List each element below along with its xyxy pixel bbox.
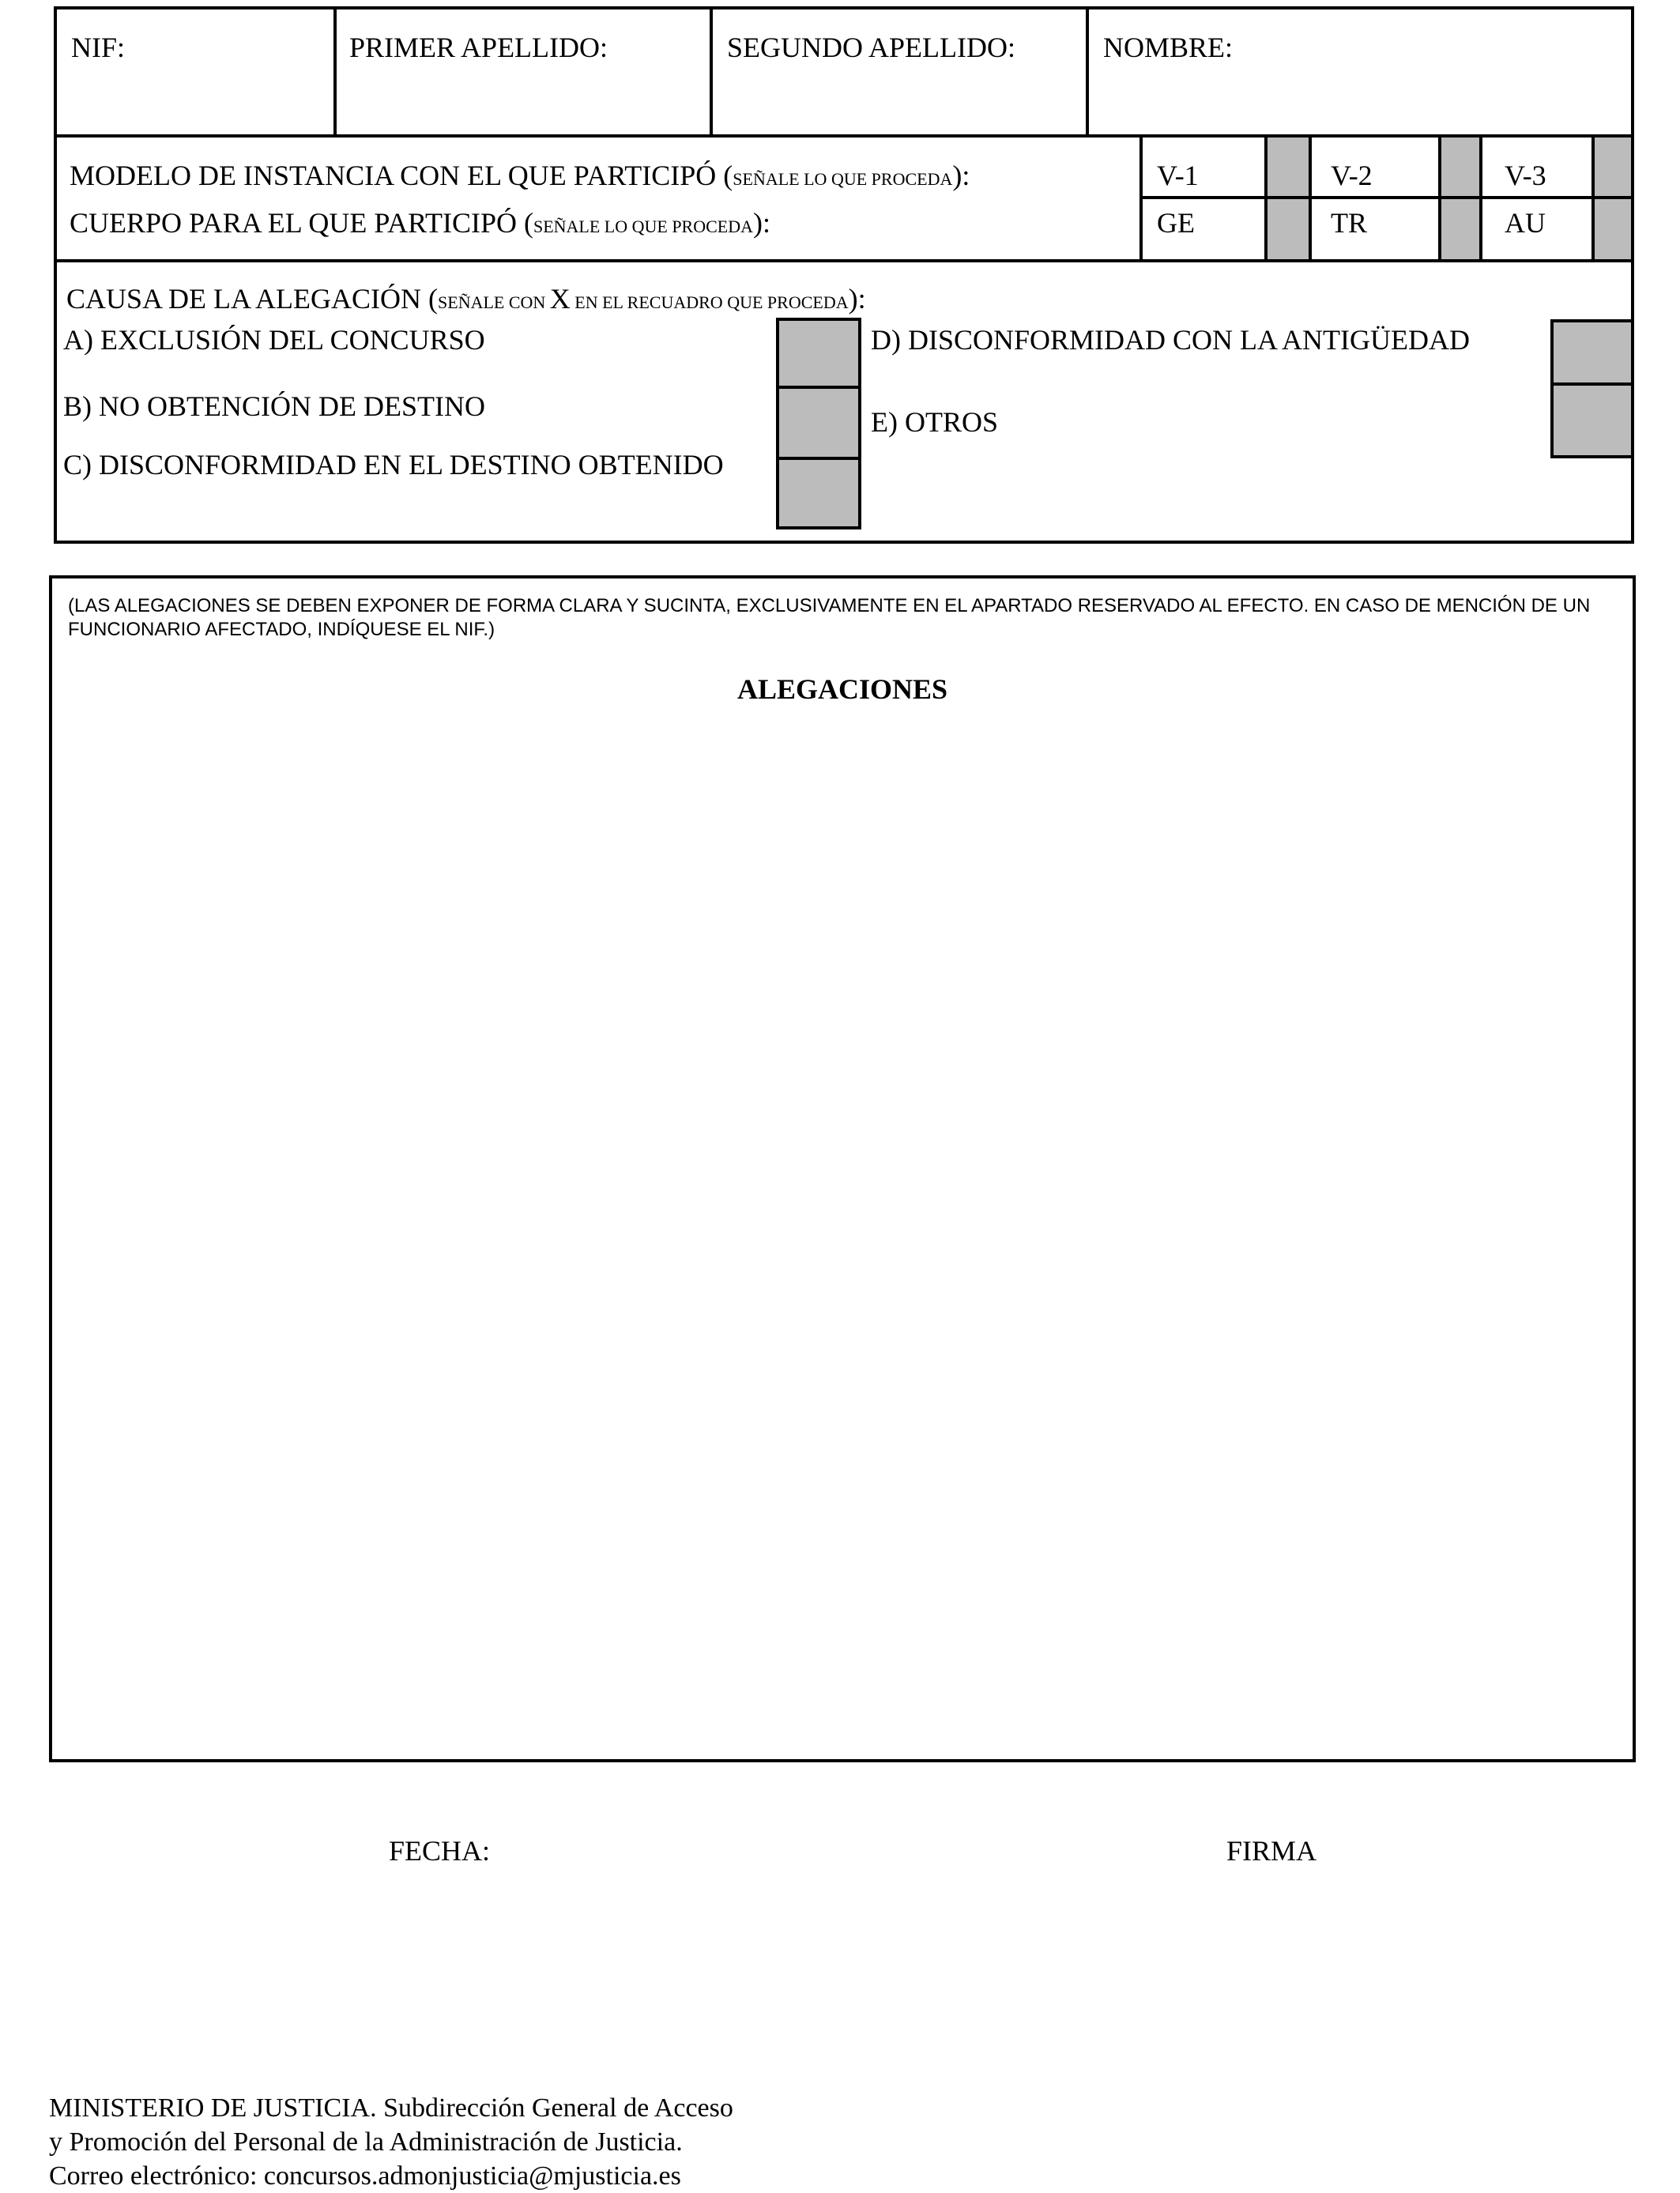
cuerpo-label: CUERPO PARA EL QUE PARTICIPÓ (SEÑALE LO QUE PROCEDA): [70, 207, 771, 239]
checkbox-v2[interactable] [1438, 138, 1482, 196]
checkbox-au[interactable] [1591, 199, 1631, 259]
row3-bottom [54, 259, 1634, 262]
cuerpo-option-tr: TR [1331, 207, 1368, 239]
cuerpo-option-au: AU [1505, 207, 1546, 239]
modelo-option-v2: V-2 [1331, 160, 1373, 191]
nif-field[interactable] [57, 9, 333, 134]
segundo-apellido-label: SEGUNDO APELLIDO: [727, 32, 1015, 63]
causa-option-d: D) DISCONFORMIDAD CON LA ANTIGÜEDAD [871, 324, 1471, 356]
checkbox-ge[interactable] [1264, 199, 1312, 259]
nif-label: NIF: [71, 32, 126, 63]
fecha-label: FECHA: [389, 1835, 491, 1867]
checkbox-causa-b[interactable] [776, 386, 861, 460]
form-right-border [1631, 6, 1634, 544]
footer-line-1: MINISTERIO DE JUSTICIA. Subdirección General de Acceso [49, 2093, 733, 2123]
alegaciones-title: ALEGACIONES [736, 673, 948, 705]
nombre-label: NOMBRE: [1103, 32, 1234, 63]
footer-line-3: Correo electrónico: concursos.admonjusticia@mjusticia.es [49, 2161, 681, 2191]
causa-option-a: A) EXCLUSIÓN DEL CONCURSO [63, 324, 485, 356]
nombre-field[interactable] [1089, 9, 1631, 134]
alegaciones-note: (LAS ALEGACIONES SE DEBEN EXPONER DE FORMA CLARA Y SUCINTA, EXCLUSIVAMENTE EN EL APARTADO RESERVADO AL EFECTO. EN CASO DE MENCIÓN DE UN FUNCIONARIO AFECTADO, INDÍQUESE EL NIF.) [68, 595, 1591, 640]
primer-apellido-field[interactable] [337, 9, 710, 134]
checkbox-tr[interactable] [1438, 199, 1482, 259]
checkbox-causa-d[interactable] [1550, 319, 1634, 386]
primer-apellido-label: PRIMER APELLIDO: [349, 32, 608, 63]
footer [49, 2091, 733, 2193]
checkbox-v3[interactable] [1591, 138, 1631, 196]
checkbox-v1[interactable] [1264, 138, 1312, 196]
checkbox-causa-e[interactable] [1550, 382, 1634, 458]
row1-bottom [54, 134, 1634, 138]
form-bottom-border [54, 541, 1634, 544]
modelo-option-v1: V-1 [1157, 160, 1199, 191]
causa-option-e: E) OTROS [871, 406, 998, 438]
cuerpo-option-ge: GE [1157, 207, 1195, 239]
modelo-option-v3: V-3 [1505, 160, 1546, 191]
alegaciones-box[interactable] [49, 575, 1636, 1762]
footer-line-2: y Promoción del Personal de la Administración de Justicia. [49, 2127, 683, 2157]
segundo-apellido-field[interactable] [713, 9, 1086, 134]
causa-label: CAUSA DE LA ALEGACIÓN (SEÑALE CON X EN EL RECUADRO QUE PROCEDA): [66, 283, 866, 315]
header-form [54, 6, 1634, 544]
checkbox-causa-a[interactable] [776, 318, 861, 389]
modelo-label: MODELO DE INSTANCIA CON EL QUE PARTICIPÓ (SEÑALE LO QUE PROCEDA): [70, 160, 970, 191]
checkbox-causa-c[interactable] [776, 457, 861, 529]
options-middle-line [1139, 196, 1634, 199]
causa-option-b: B) NO OBTENCIÓN DE DESTINO [63, 390, 485, 422]
causa-option-c: C) DISCONFORMIDAD EN EL DESTINO OBTENIDO [63, 449, 724, 480]
firma-label: FIRMA [1226, 1835, 1317, 1867]
